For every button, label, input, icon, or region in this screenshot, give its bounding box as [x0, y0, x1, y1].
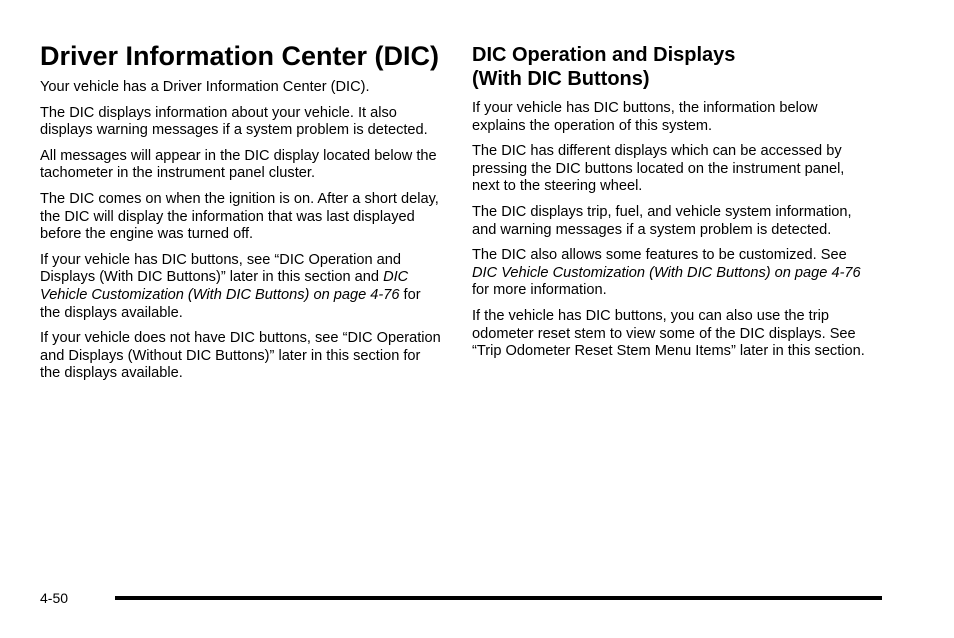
section-title-dic: Driver Information Center (DIC)	[40, 41, 440, 71]
paragraph-displays-info: The DIC displays trip, fuel, and vehicle system information, and warning messages if a system problem is detected.	[472, 203, 852, 238]
paragraph-intro: Your vehicle has a Driver Information Center (DIC).	[40, 79, 370, 95]
paragraph-reset-stem: If the vehicle has DIC buttons, you can also use the trip odometer reset stem to view some of the DIC displays. See “Trip Odometer Reset Stem Menu Items” later in this section.	[472, 307, 865, 360]
paragraph-display-location: All messages will appear in the DIC display located below the tachometer in the instrument panel cluster.	[40, 147, 437, 182]
paragraph-text: for the displays available.	[40, 286, 421, 321]
section-title-dic-operation	[472, 43, 735, 91]
cross-reference-link[interactable]: DIC Vehicle Customization (With DIC Buttons) on page 4-76	[472, 264, 861, 281]
right-body	[472, 100, 874, 369]
left-body	[40, 79, 442, 391]
paragraph-text: If your vehicle has DIC buttons, see “DIC Operation and Displays (With DIC Buttons)” later in this section and	[40, 251, 401, 286]
cross-reference-link[interactable]: DIC Vehicle Customization (With DIC Buttons) on page 4-76	[40, 269, 409, 303]
title-line-2: (With DIC Buttons)	[472, 68, 650, 90]
footer-rule	[115, 596, 882, 600]
title-line-1: DIC Operation and Displays	[472, 44, 736, 66]
paragraph-customization	[472, 247, 874, 300]
paragraph-ignition: The DIC comes on when the ignition is on. After a short delay, the DIC will display the information that was last displayed before the engine was turned off.	[40, 190, 439, 243]
paragraph-dic-purpose: The DIC displays information about your vehicle. It also displays warning messages if a system problem is detected.	[40, 104, 428, 139]
paragraph-displays-access: The DIC has different displays which can be accessed by pressing the DIC buttons located on the instrument panel, next to the steering wheel.	[472, 143, 845, 195]
paragraph-operation-intro: If your vehicle has DIC buttons, the information below explains the operation of this system.	[472, 100, 818, 134]
paragraph-text: The DIC also allows some features to be customized. See	[472, 247, 847, 264]
paragraph-without-buttons: If your vehicle does not have DIC buttons, see “DIC Operation and Displays (Without DIC Buttons)” later in this section for the displays available.	[40, 330, 441, 382]
paragraph-with-buttons	[40, 252, 442, 322]
paragraph-text: for more information.	[472, 282, 607, 299]
page-number: 4-50	[40, 590, 69, 606]
